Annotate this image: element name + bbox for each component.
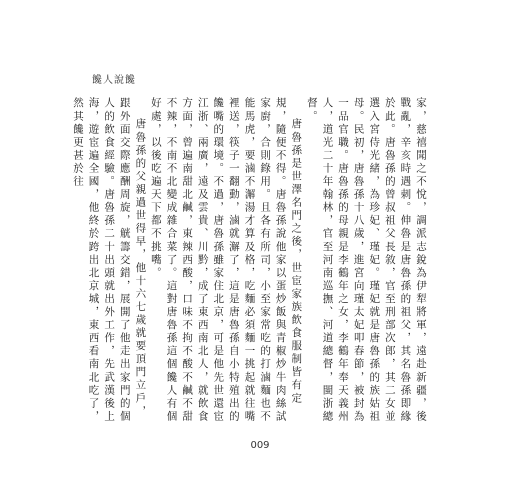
- paragraph: 唐魯孫是世澤名門之後，世宦家族飲食服制皆有定規，隨便不得。唐魯孫說他家以蛋炒飯與青椒炒牛肉絲試家廚，合則錄用。且各有所司，小至家常吃的打滷麵也不能馬虎，要滷不澥湯才算及格，吃麵必須麵一挑起就往嘴裡送，筷子一翻動，滷就澥了，這是唐魯孫自小特殖出的饞嘴的環境。不過，唐魯孫雖家住北京，可是他先世還宦江浙、兩廣，遠及雲貴、川黔，成了東西南北人，就飲食方面，曾遍南甜北鹹，東辣西酸，口味不拘不酸不鹹不甜不辣，不南不北變成雜合菜了。這對唐魯孫這個饞人有個好處，以後吃遍天下都不挑嘴。: [149, 97, 303, 424]
- paragraph: 唐魯孫的父親過世得早，他十六七歲就要頂門立戶，跟外面交際應酬周旋，觥籌交錯，展開了他走出家門的個人的飲食經驗。唐魯孫二十出頭就出外工作，先武漢後上海，遊宦遍全國，他終於跨出北京城，東西看南北吃了，然其饞更甚於往: [71, 97, 147, 424]
- body-text: [71, 97, 428, 427]
- paragraph-continuation: 家，慈禧聞之不悅，調派志銳為伊犁將軍，遠赴新疆，後戰亂，辛亥時遇刺。伸魯是唐魯孫的祖父，其名魯孫即緣於此。唐魯孫的曾叔祖父長敘，官至刑部次郎，其二女並選入宮侍光緒，為珍妃、瑾妃。瑾妃就是唐魯孫的族姑祖母。民初，唐魯孫十八歲，進宮向瑾太妃叩春節，被封為一品官職。唐魯孫的母親是李鶴年之女，李鶴年奉天義州人，道光二十年翰林，官至河南巡撫、河道總督，閩浙總督。: [305, 97, 427, 424]
- running-head: 饞人說饞: [92, 75, 136, 86]
- page-number: 009: [250, 440, 270, 451]
